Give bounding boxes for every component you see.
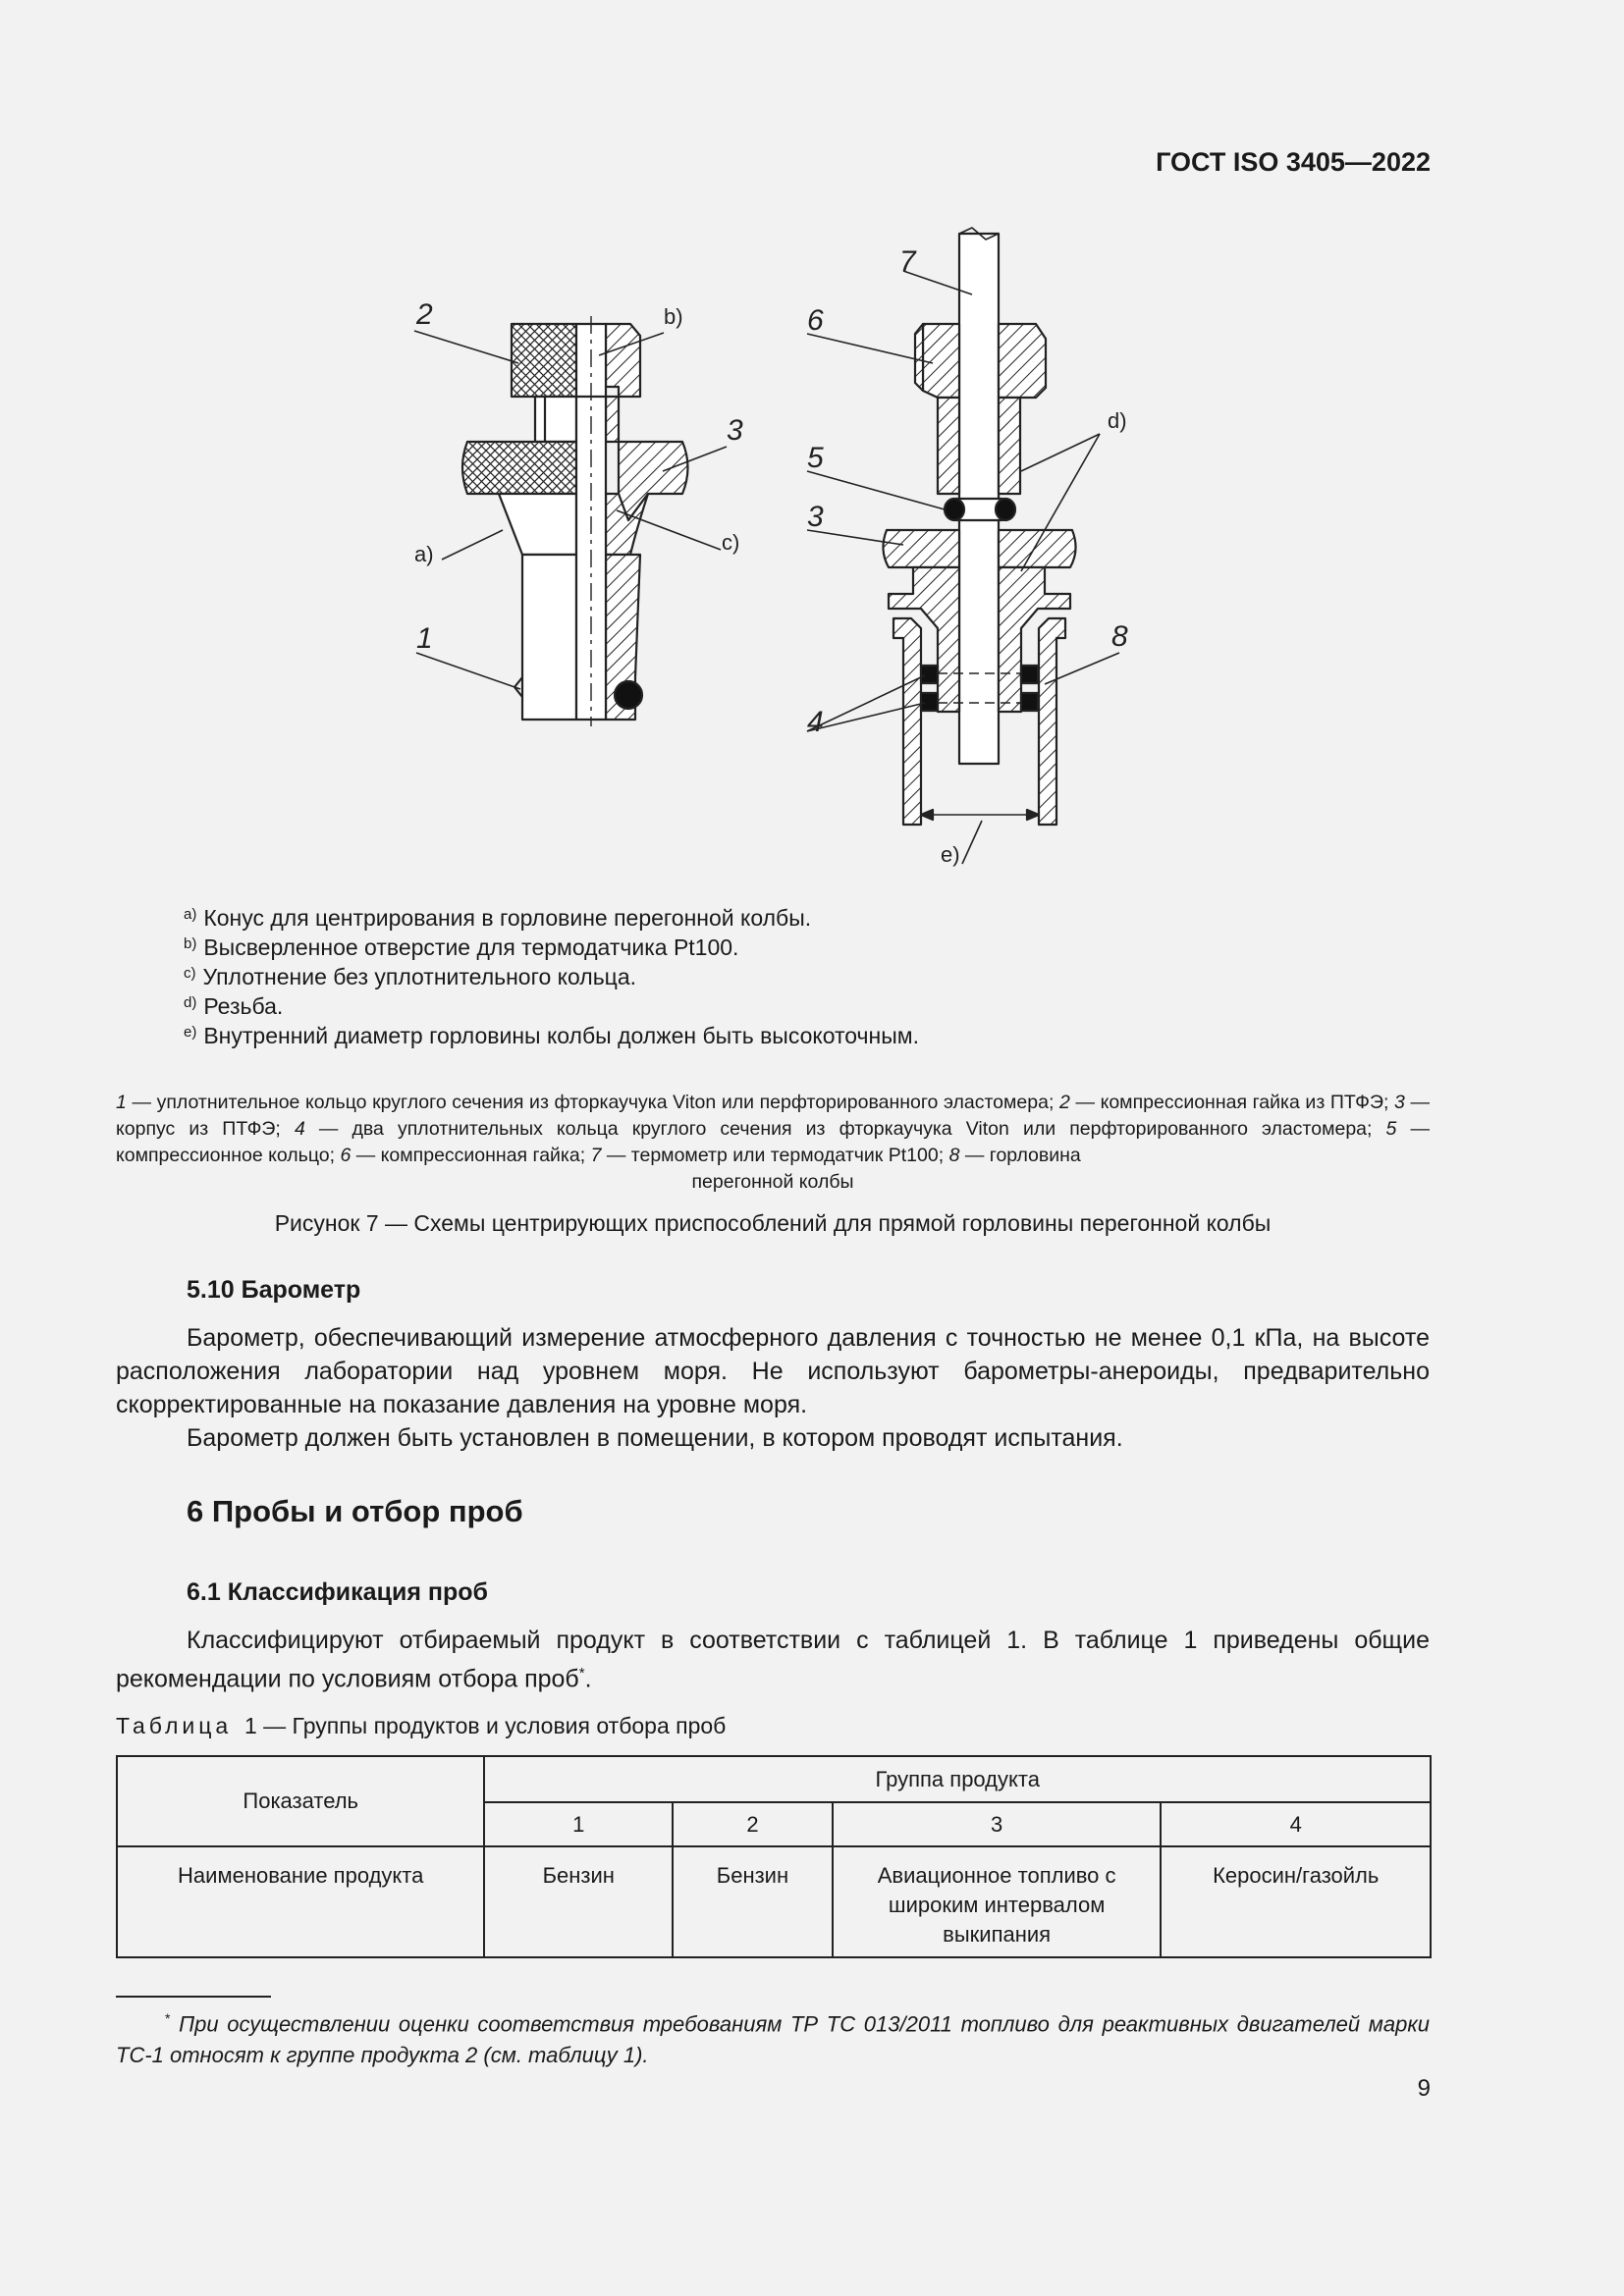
section-5-10-paragraph-2: Барометр должен быть установлен в помещении, в котором проводят испытания. (187, 1424, 1123, 1452)
table-group-3: 3 (833, 1802, 1162, 1846)
label-a: a) (414, 542, 434, 566)
label-7: 7 (899, 245, 916, 278)
label-c: c) (722, 530, 740, 555)
table-cell-group-4: Керосин/газойль (1161, 1846, 1431, 1957)
label-8: 8 (1111, 620, 1128, 653)
table-header-group: Группа продукта (484, 1756, 1431, 1802)
left-assembly (414, 316, 727, 726)
label-5: 5 (807, 442, 824, 474)
label-e: e) (941, 842, 960, 867)
table-group-4: 4 (1161, 1802, 1431, 1846)
table-row-label: Наименование продукта (117, 1846, 484, 1957)
label-1: 1 (416, 622, 433, 655)
figure-note-e: $^{e)}$ Внутренний диаметр горловины колбы должен быть высокоточным. (184, 1023, 919, 1048)
footnote-separator (116, 1996, 271, 1998)
label-4: 4 (807, 706, 824, 738)
figure-note-a: $^{a)}$ Конус для центрирования в горловине перегонной колбы. (184, 905, 812, 931)
section-5-10-paragraph-1: Барометр, обеспечивающий измерение атмосферного давления с точностью не менее 0,1 кПа, на высоте расположения лаборатории над уровнем моря. Не используют барометры-анероиды, предварительно скорректированные на показание давления на уровне моря. (116, 1324, 1430, 1418)
table-1 (116, 1755, 1432, 1958)
page-number: 9 (1417, 2075, 1431, 2102)
table-cell-group-1: Бензин (484, 1846, 673, 1957)
label-b: b) (664, 304, 683, 329)
label-3-right: 3 (807, 501, 824, 533)
footnote: * При осуществлении оценки соответствия требованиям ТР ТС 013/2011 топливо для реактивных двигателей марки ТС-1 относят к группе продукта 2 (см. таблицу 1). (116, 2010, 1430, 2068)
section-6-1-heading: 6.1 Классификация проб (187, 1578, 488, 1606)
table-group-1: 1 (484, 1802, 673, 1846)
label-d: d) (1108, 408, 1127, 433)
label-3-left: 3 (727, 414, 743, 447)
section-5-10-heading: 5.10 Барометр (187, 1276, 361, 1304)
document-header: ГОСТ ISO 3405—2022 (1156, 147, 1431, 177)
section-6-heading: 6 Пробы и отбор проб (187, 1494, 523, 1528)
table-group-2: 2 (673, 1802, 833, 1846)
figure-note-c: $^{c)}$ Уплотнение без уплотнительного кольца. (184, 964, 637, 989)
figure-note-b: $^{b)}$ Высверленное отверстие для термодатчика Pt100. (184, 934, 739, 960)
table-1-caption: Таблица 1 — Группы продуктов и условия отбора проб (116, 1713, 727, 1738)
right-assembly (807, 228, 1119, 864)
figure-legend: 1 — уплотнительное кольцо круглого сечения из фторкаучука Viton или перфторированного эластомера; 2 — компрессионная гайка из ПТФЭ; 3 — корпус из ПТФЭ; 4 — два уплотнительных кольца круглого сечения из фторкаучука Viton или перфторированного эластомера; 5 — компрессионное кольцо; 6 — компрессионная гайка; 7 — термометр или термодатчик Pt100; 8 — горловина перегонной колбы (116, 1092, 1430, 1193)
table-cell-group-3: Авиационное топливо с широким интервалом выкипания (833, 1846, 1162, 1957)
figure-note-d: $^{d)}$ Резьба. (184, 993, 284, 1019)
table-header-indicator: Показатель (117, 1756, 484, 1846)
section-6-1-paragraph: Классифицируют отбираемый продукт в соответствии с таблицей 1. В таблице 1 приведены общие рекомендации по условиям отбора проб*. (116, 1627, 1430, 1693)
figure-7-diagram (373, 216, 1128, 867)
table-cell-group-2: Бензин (673, 1846, 833, 1957)
label-2: 2 (416, 298, 433, 331)
label-6: 6 (807, 304, 824, 337)
figure-caption: Рисунок 7 — Схемы центрирующих приспособлений для прямой горловины перегонной колбы (274, 1210, 1272, 1236)
